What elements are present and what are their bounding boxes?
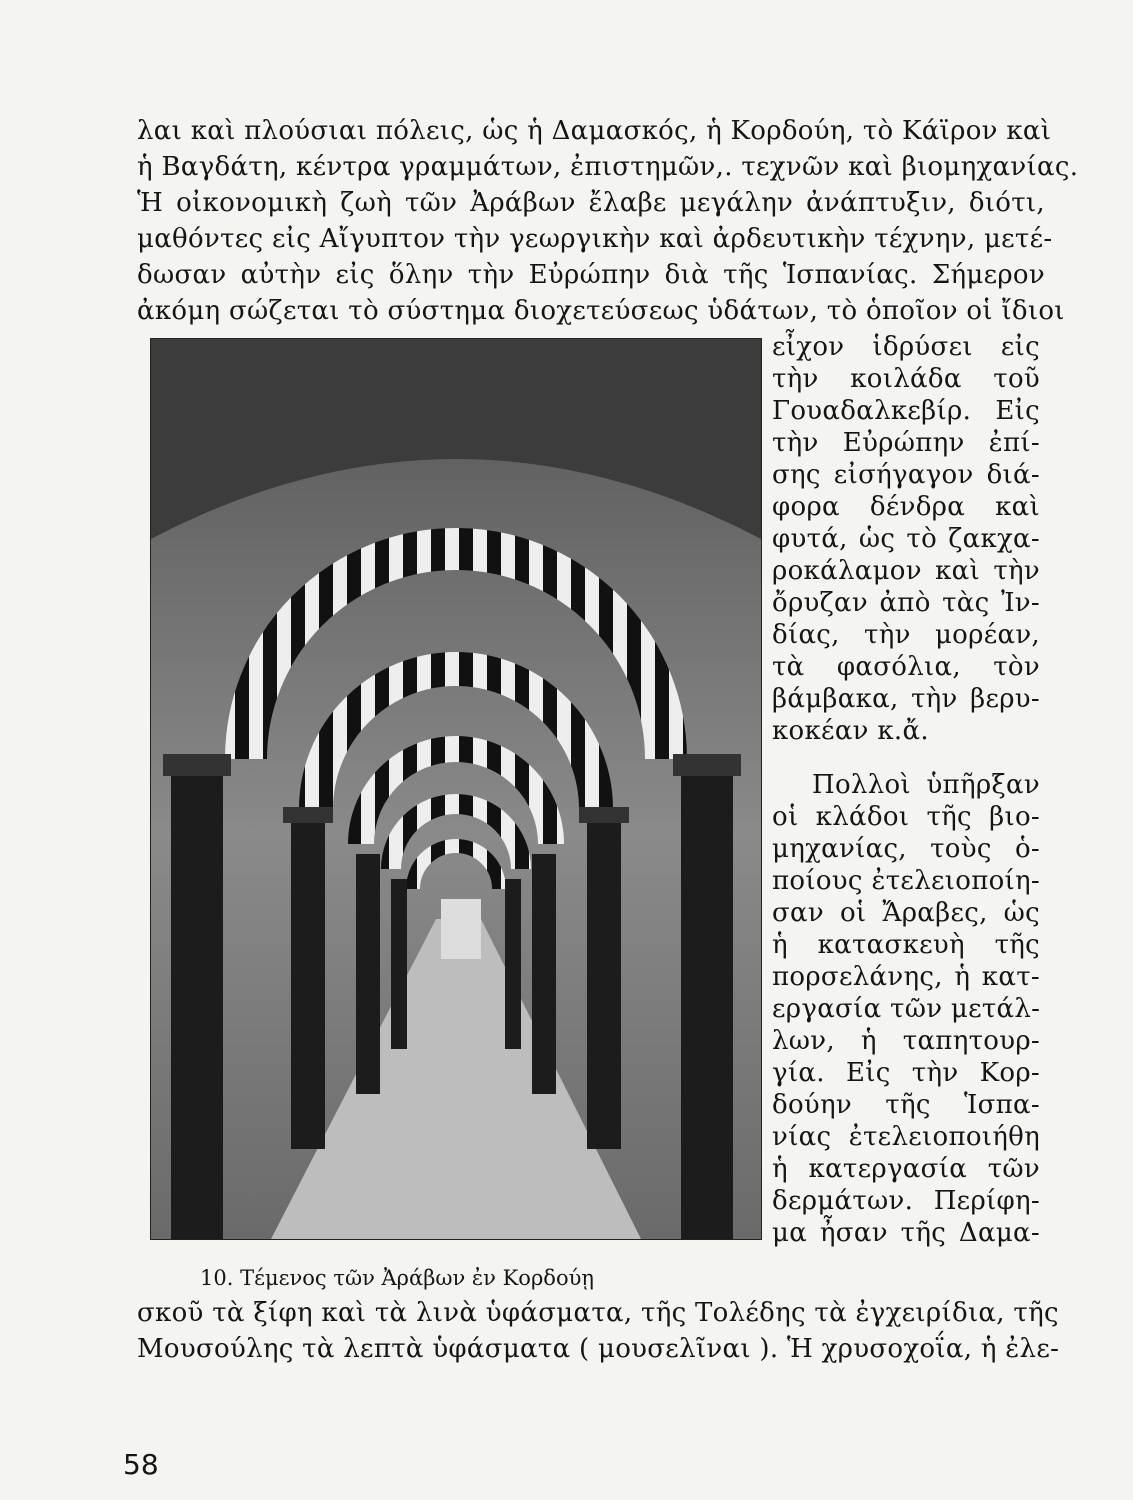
text-line: ὄρυζαν ἀπὸ τὰς Ἰν- — [772, 588, 1040, 618]
text-line: σης εἰσήγαγον διά- — [772, 460, 1040, 490]
text-line: φυτά, ὡς τὸ ζακχα- — [772, 524, 1040, 554]
text-line: γία. Εἰς τὴν Κορ- — [772, 1058, 1040, 1088]
text-line: τὰ φασόλια, τὸν — [772, 652, 1040, 682]
text-line: δερμάτων. Περίφη- — [772, 1186, 1040, 1216]
mosque-arches-illustration — [151, 339, 761, 1239]
text-line: Ἡ οἰκονομικὴ ζωὴ τῶν Ἀράβων ἔλαβε μεγάλην ἀνάπτυξιν, διότι, — [137, 188, 1045, 218]
text-line: εἶχον ἱδρύσει εἰς — [772, 332, 1040, 362]
page-number: 58 — [123, 1448, 159, 1481]
text-line: οἱ κλάδοι τῆς βιο- — [772, 802, 1040, 832]
text-line: δωσαν αὐτὴν εἰς ὅλην τὴν Εὐρώπην διὰ τῆς Ἱσπανίας. Σήμερον — [137, 260, 1045, 290]
text-line: Μουσούλης τὰ λεπτὰ ὑφάσματα ( μουσελῖναι ). Ἡ χρυσοχοΐα, ἡ ἐλε- — [137, 1334, 1060, 1364]
text-line: φορα δένδρα καὶ — [772, 492, 1040, 522]
text-line: εργασία τῶν μετάλ- — [772, 994, 1041, 1024]
text-line: ἀκόμη σώζεται τὸ σύστημα διοχετεύσεως ὑδάτων, τὸ ὁποῖον οἱ ἴδιοι — [137, 296, 1065, 326]
text-line: τὴν Εὐρώπην ἐπί- — [772, 428, 1040, 458]
text-line: δίας, τὴν μορέαν, — [772, 620, 1040, 650]
text-line: κοκέαν κ.ἄ. — [772, 716, 929, 746]
figure-caption: 10. Τέμενος τῶν Ἀράβων ἐν Κορδούῃ — [200, 1266, 594, 1290]
text-line: νίας ἐτελειοποιήθη — [772, 1122, 1040, 1152]
text-line: Πολλοὶ ὑπῆρξαν — [812, 770, 1040, 800]
text-line: λαι καὶ πλούσιαι πόλεις, ὡς ἡ Δαμασκός, ἡ Κορδούη, τὸ Κάϊρον καὶ — [137, 116, 1052, 146]
text-line: ἡ κατασκευὴ τῆς — [772, 930, 1040, 960]
text-line: μαθόντες εἰς Αἴγυπτον τὴν γεωργικὴν καὶ ἀρδευτικὴν τέχνην, μετέ- — [137, 224, 1053, 254]
text-line: ἡ κατεργασία τῶν — [772, 1154, 1040, 1184]
text-line: λων, ἡ ταπητουρ- — [772, 1026, 1040, 1056]
text-line: Γουαδαλκεβίρ. Εἰς — [772, 396, 1040, 426]
text-line: δούην τῆς Ἱσπα- — [772, 1090, 1040, 1120]
text-line: μηχανίας, τοὺς ὁ- — [772, 834, 1040, 864]
text-line: σκοῦ τὰ ξίφη καὶ τὰ λινὰ ὑφάσματα, τῆς Τολέδης τὰ ἐγχειρίδια, τῆς — [137, 1298, 1059, 1328]
text-line: τὴν κοιλάδα τοῦ — [772, 364, 1040, 394]
text-line: μα ἦσαν τῆς Δαμα- — [772, 1218, 1040, 1248]
text-line: ροκάλαμον καὶ τὴν — [772, 556, 1040, 586]
text-line: πορσελάνης, ἡ κατ- — [772, 962, 1040, 992]
text-line: ποίους ἐτελειοποίη- — [772, 866, 1040, 896]
text-line: ἡ Βαγδάτη, κέντρα γραμμάτων, ἐπιστημῶν,. τεχνῶν καὶ βιομηχανίας. — [137, 152, 1079, 182]
text-line: βάμβακα, τὴν βερυ- — [772, 684, 1040, 714]
text-line: σαν οἱ Ἄραβες, ὡς — [772, 898, 1040, 928]
mosque-photograph — [150, 338, 762, 1240]
